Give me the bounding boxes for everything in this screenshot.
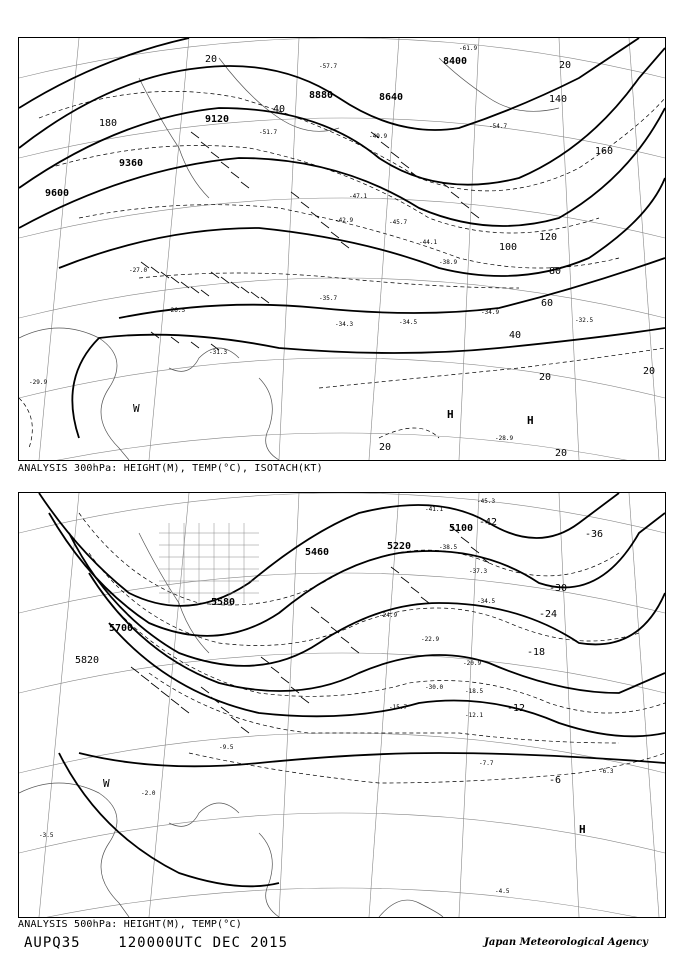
isotach-label: 140: [549, 94, 568, 105]
temp-contour-label: -6: [549, 775, 562, 786]
temp-contour-labels: [479, 517, 603, 786]
temp-contour-label: -36: [585, 529, 604, 540]
isotach-label: 20: [555, 448, 568, 459]
isotach-label: 20: [643, 366, 656, 377]
temp-contour-label: -24: [539, 609, 558, 620]
map-panel-500hpa: [18, 492, 666, 918]
station-label: -37.3: [469, 568, 488, 575]
caption-500hpa: ANALYSIS 500hPa: HEIGHT(M), TEMP(°C): [18, 919, 242, 930]
coastline: [19, 533, 443, 917]
temp-label: -51.7: [259, 129, 278, 136]
temp-label: -38.9: [439, 259, 458, 266]
isotach-label: 20: [559, 60, 572, 71]
isotach-label: 180: [99, 118, 118, 129]
station-label: -45.3: [477, 498, 496, 505]
station-label: -15.7: [389, 704, 408, 711]
height-label-5220: 5220: [387, 541, 412, 552]
isotherms-dashed: [19, 91, 665, 448]
height-label-5700: 5700: [109, 623, 134, 634]
station-label: -9.5: [219, 744, 234, 751]
station-label: -18.5: [465, 688, 484, 695]
temp-label: -32.5: [575, 317, 594, 324]
height-label-9120: 9120: [205, 114, 230, 125]
pressure-systems: [133, 402, 534, 427]
temp-label: -57.7: [319, 63, 338, 70]
station-label: -12.1: [465, 712, 484, 719]
temp-label: -44.1: [419, 239, 438, 246]
agency-credit: Japan Meteorological Agency: [484, 937, 648, 948]
height-label-8880: 8880: [309, 90, 334, 101]
height-label-5580: 5580: [211, 597, 236, 608]
temp-contour-label: -42: [479, 517, 498, 528]
isotach-label: 40: [273, 104, 286, 115]
temp-contour-label: -18: [527, 647, 546, 658]
high-pressure-marker: H: [579, 823, 586, 836]
height-label-8640: 8640: [379, 92, 404, 103]
height-contours: [39, 493, 665, 886]
map-500hpa-drawing: [19, 493, 665, 917]
temp-label: -47.1: [349, 193, 368, 200]
high-pressure-marker: H: [527, 414, 534, 427]
height-label-8400: 8400: [443, 56, 468, 67]
temp-label: -29.9: [29, 379, 48, 386]
temp-label: -27.0: [129, 267, 148, 274]
temp-label: -34.3: [335, 321, 354, 328]
temp-label: -45.7: [389, 219, 408, 226]
station-label: -4.5: [495, 888, 510, 895]
temp-label: -49.9: [369, 133, 388, 140]
station-label: -6.3: [599, 768, 614, 775]
pressure-systems: [103, 777, 586, 836]
isotach-label: 20: [205, 54, 218, 65]
isotach-label: 160: [595, 146, 614, 157]
temp-label: -34.9: [481, 309, 500, 316]
station-label: -7.7: [479, 760, 494, 767]
station-label: -3.5: [39, 832, 54, 839]
station-label: -22.9: [421, 636, 440, 643]
warm-marker: W: [103, 777, 110, 790]
map-300hpa-drawing: [19, 38, 665, 460]
isotach-label: 40: [509, 330, 522, 341]
chart-code: AUPQ35: [24, 935, 81, 951]
isotach-label: 20: [379, 442, 392, 453]
temp-contour-label: -12: [507, 703, 526, 714]
station-label: -41.1: [425, 506, 444, 513]
hatched-region: [159, 523, 259, 603]
height-label-9600: 9600: [45, 188, 70, 199]
chart-identifier: [24, 935, 288, 951]
station-label: -38.5: [439, 544, 458, 551]
station-label: -34.5: [477, 598, 496, 605]
height-label-5460: 5460: [305, 547, 330, 558]
height-label-5820: 5820: [75, 655, 100, 666]
temp-contour-label: -30: [549, 583, 568, 594]
isotach-label: 80: [549, 266, 562, 277]
temp-label: -26.5: [167, 307, 186, 314]
temp-label: -28.9: [495, 435, 514, 442]
height-label-9360: 9360: [119, 158, 144, 169]
station-label: -24.9: [379, 612, 398, 619]
temp-label: -42.9: [335, 217, 354, 224]
temp-label: -34.5: [399, 319, 418, 326]
temp-label: -31.3: [209, 349, 228, 356]
height-label-5100: 5100: [449, 523, 474, 534]
isotach-label: 100: [499, 242, 518, 253]
graticule: [19, 493, 665, 917]
temp-label: -54.7: [489, 123, 508, 130]
caption-300hpa: ANALYSIS 300hPa: HEIGHT(M), TEMP(°C), ISOTACH(KT): [18, 463, 323, 474]
isotherms-dashed: [79, 513, 665, 783]
high-pressure-marker: H: [447, 408, 454, 421]
warm-marker: W: [133, 402, 140, 415]
valid-time: 120000UTC DEC 2015: [118, 935, 289, 951]
isotach-label: 20: [539, 372, 552, 383]
map-panel-300hpa: [18, 37, 666, 461]
height-labels: [75, 523, 473, 666]
temp-label: -61.9: [459, 45, 478, 52]
station-label: -2.0: [141, 790, 156, 797]
temp-label: -35.7: [319, 295, 338, 302]
isotach-labels: [99, 54, 655, 459]
isotach-label: 120: [539, 232, 558, 243]
height-contours: [19, 38, 665, 438]
isotach-label: 60: [541, 298, 554, 309]
station-label: -20.9: [463, 660, 482, 667]
station-label: -30.0: [425, 684, 444, 691]
